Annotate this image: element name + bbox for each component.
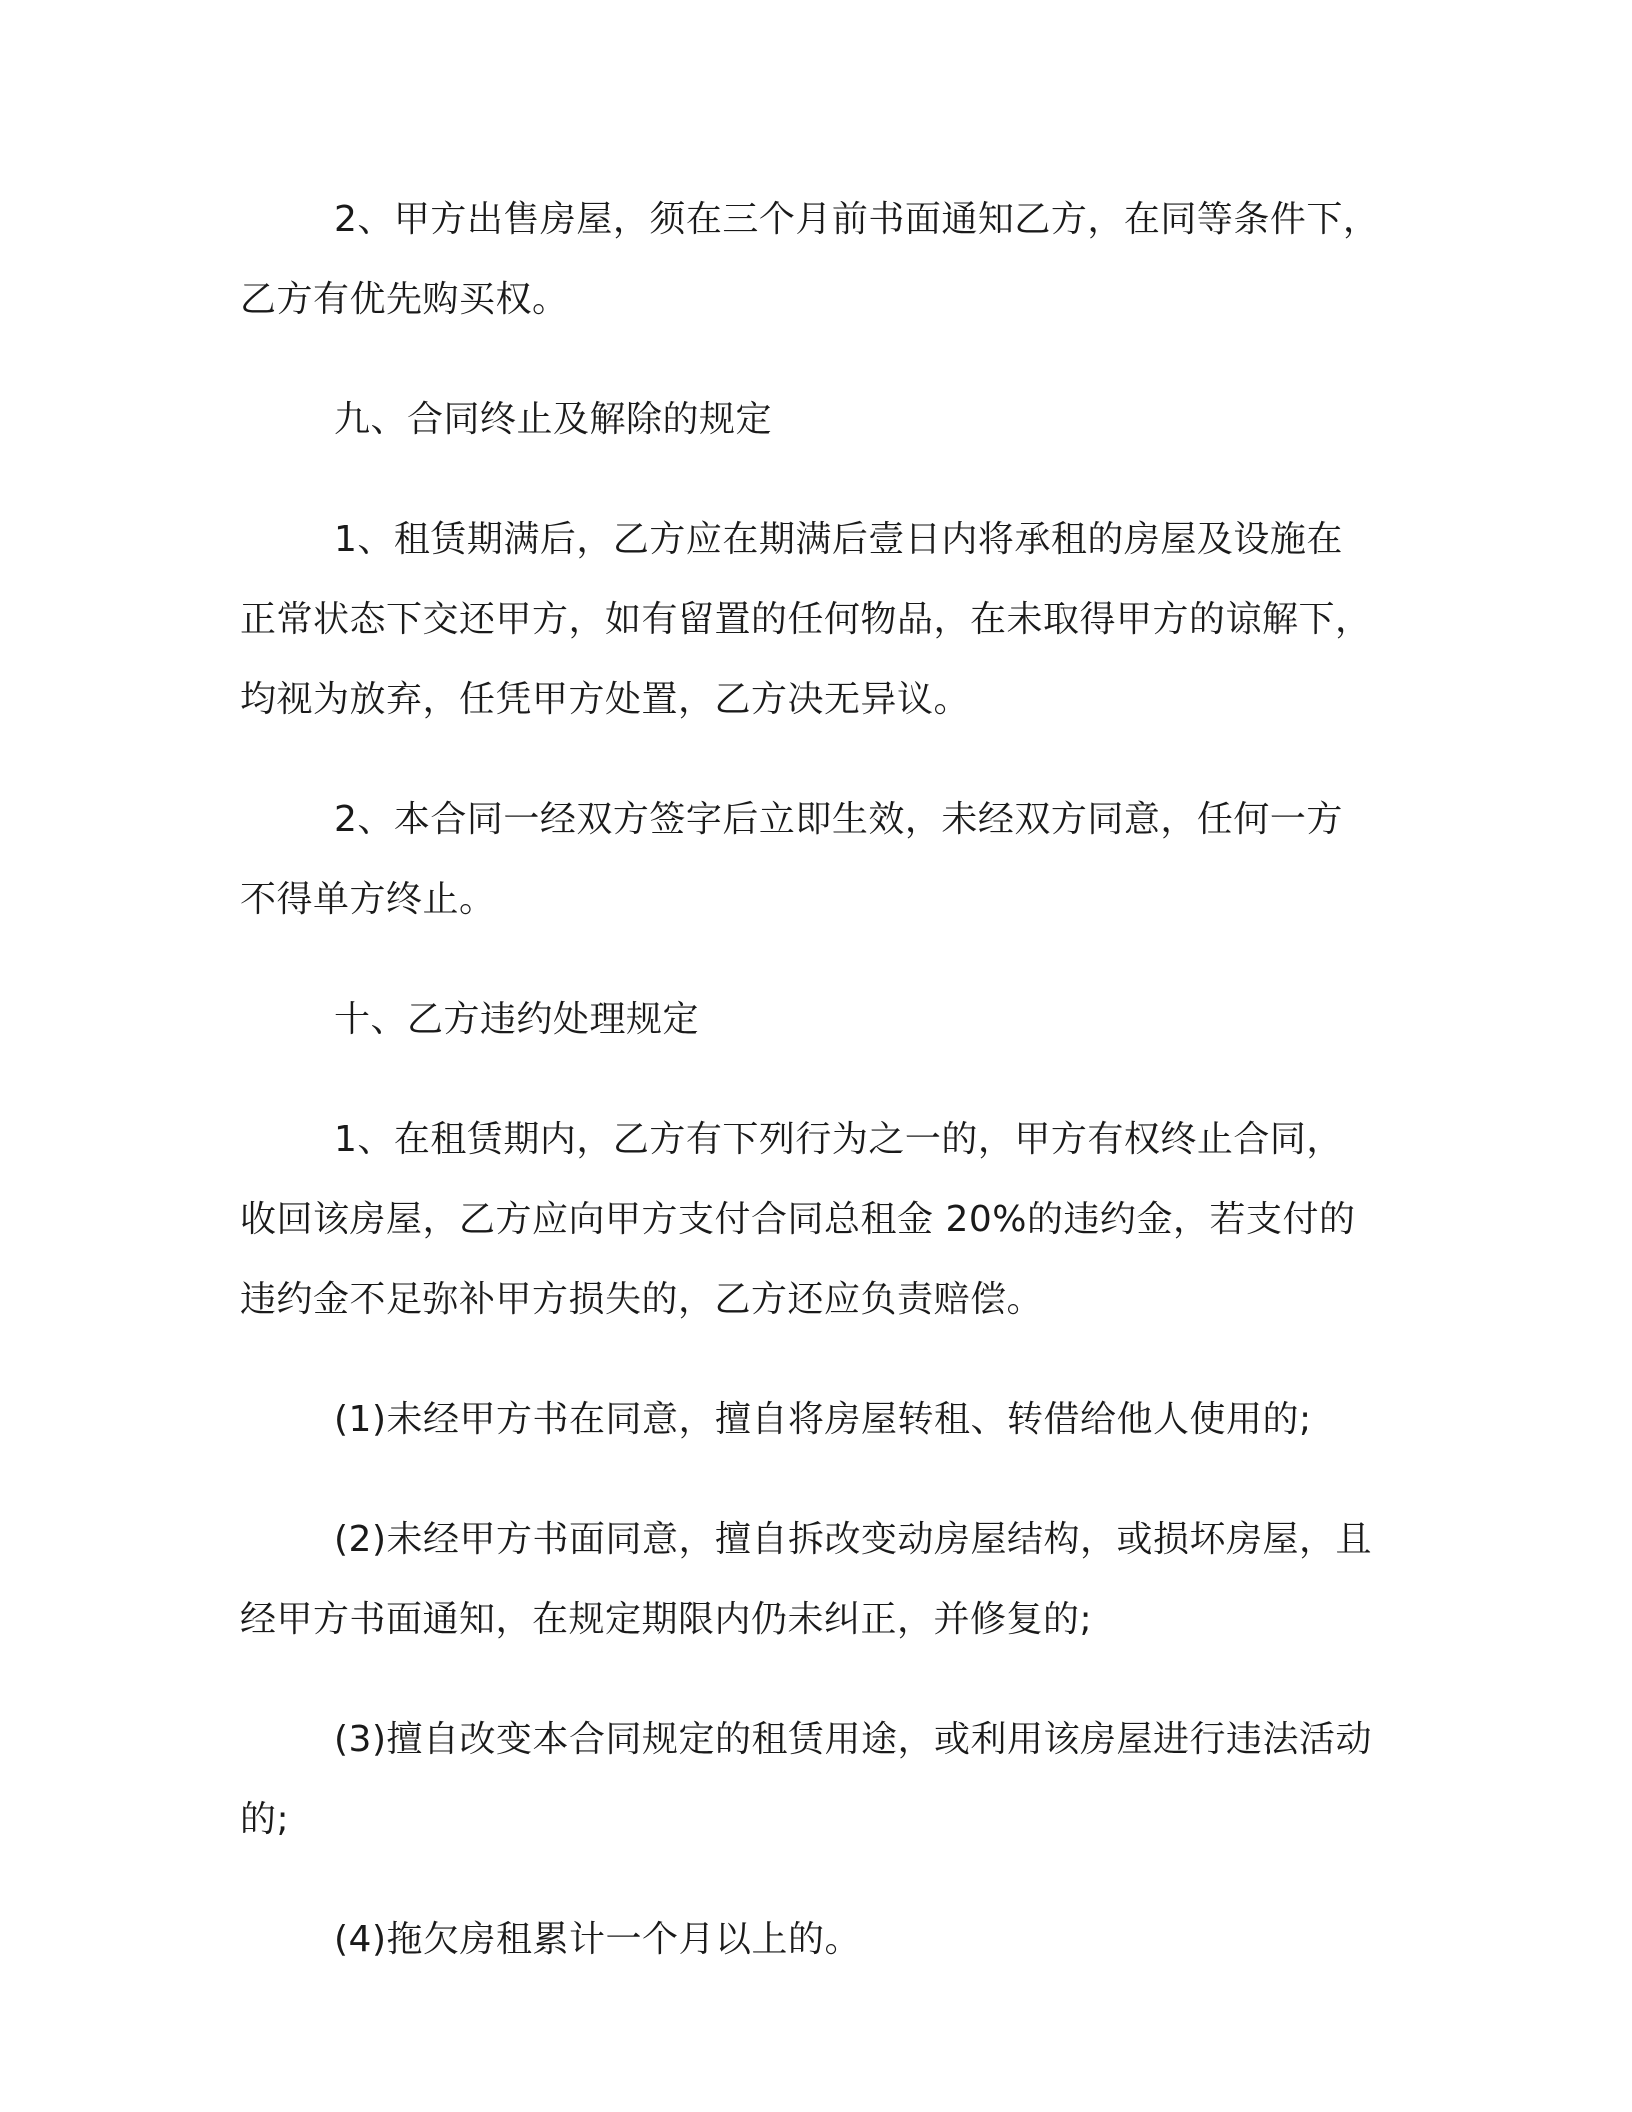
list-item-sublet: (1)未经甲方书在同意，擅自将房屋转租、转借给他人使用的; bbox=[334, 1399, 1312, 1440]
paragraph-breach-terms: 1、在租赁期内，乙方有下列行为之一的，甲方有权终止合同， 收回该房屋，乙方应向甲方支付合同总租金 20%的违约金，若支付的 违约金不足弥补甲方损失的，乙方还应负责赔偿。 bbox=[240, 1119, 1356, 1320]
paragraph-lease-expiry: 1、租赁期满后，乙方应在期满后壹日内将承租的房屋及设施在 正常状态下交还甲方，如有留置的任何物品，在未取得甲方的谅解下， 均视为放弃，任凭甲方处置，乙方决无异议。 bbox=[240, 519, 1372, 720]
section-heading-breach: 十、乙方违约处理规定 bbox=[334, 999, 700, 1040]
list-item-illegal-use: (3)擅自改变本合同规定的租赁用途，或利用该房屋进行违法活动 的; bbox=[240, 1719, 1372, 1840]
list-item-rent-arrears: (4)拖欠房租累计一个月以上的。 bbox=[334, 1919, 861, 1960]
paragraph-effective: 2、本合同一经双方签字后立即生效，未经双方同意，任何一方 不得单方终止。 bbox=[240, 799, 1343, 920]
section-heading-termination: 九、合同终止及解除的规定 bbox=[334, 399, 773, 440]
list-item-alteration: (2)未经甲方书面同意，擅自拆改变动房屋结构，或损坏房屋，且 经甲方书面通知，在规定期限内仍未纠正，并修复的; bbox=[240, 1519, 1372, 1640]
paragraph-sale-notice: 2、甲方出售房屋，须在三个月前书面通知乙方，在同等条件下， 乙方有优先购买权。 bbox=[240, 199, 1380, 320]
document-page bbox=[240, 180, 1390, 2020]
